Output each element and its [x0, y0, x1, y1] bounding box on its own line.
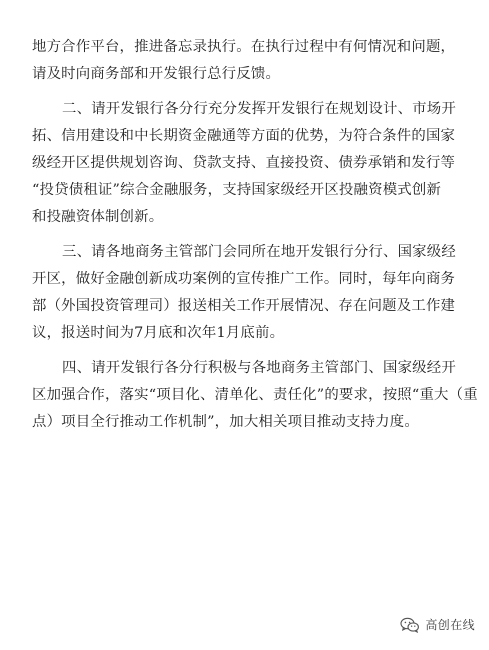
watermark [400, 616, 475, 633]
text-line: “投贷债租证”综合金融服务，支持国家级经开区投融资模式创新 [32, 182, 442, 198]
wechat-icon [400, 617, 420, 633]
paragraph-3 [32, 239, 459, 347]
watermark-text: 高创在线 [425, 618, 475, 632]
text-line: 部（外国投资管理司）报送相关工作开展情况、存在问题及工作建 [32, 298, 456, 314]
text-line: 议，报送时间为7月底和次年1月底前。 [32, 325, 285, 341]
text-line: 开区，做好金融创新成功案例的宣传推广工作。同时，每年向商务 [32, 271, 456, 287]
text-line: 二、请开发银行各分行充分发挥开发银行在规划设计、市场开 [62, 101, 456, 117]
text-line: 级经开区提供规划咨询、贷款支持、直接投资、债券承销和发行等 [32, 155, 456, 171]
text-line: 点）项目全行推动工作机制”，加大相关项目推动支持力度。 [32, 414, 419, 430]
text-line: 和投融资体制创新。 [32, 209, 164, 225]
text-line: 四、请开发银行各分行积极与各地商务主管部门、国家级经开 [62, 360, 456, 376]
text-line: 地方合作平台，推进备忘录执行。在执行过程中有何情况和问题， [32, 39, 456, 55]
text-line: 区加强合作，落实“项目化、清单化、责任化”的要求，按照“重大（重 [32, 387, 478, 403]
paragraph-4 [32, 355, 478, 436]
paragraph-1 [32, 34, 459, 88]
text-line: 三、请各地商务主管部门会同所在地开发银行分行、国家级经 [62, 244, 456, 260]
text-line: 拓、信用建设和中长期资金融通等方面的优势，为符合条件的国家 [32, 128, 456, 144]
paragraph-2 [32, 96, 459, 231]
text-line: 请及时向商务部和开发银行总行反馈。 [32, 66, 281, 82]
